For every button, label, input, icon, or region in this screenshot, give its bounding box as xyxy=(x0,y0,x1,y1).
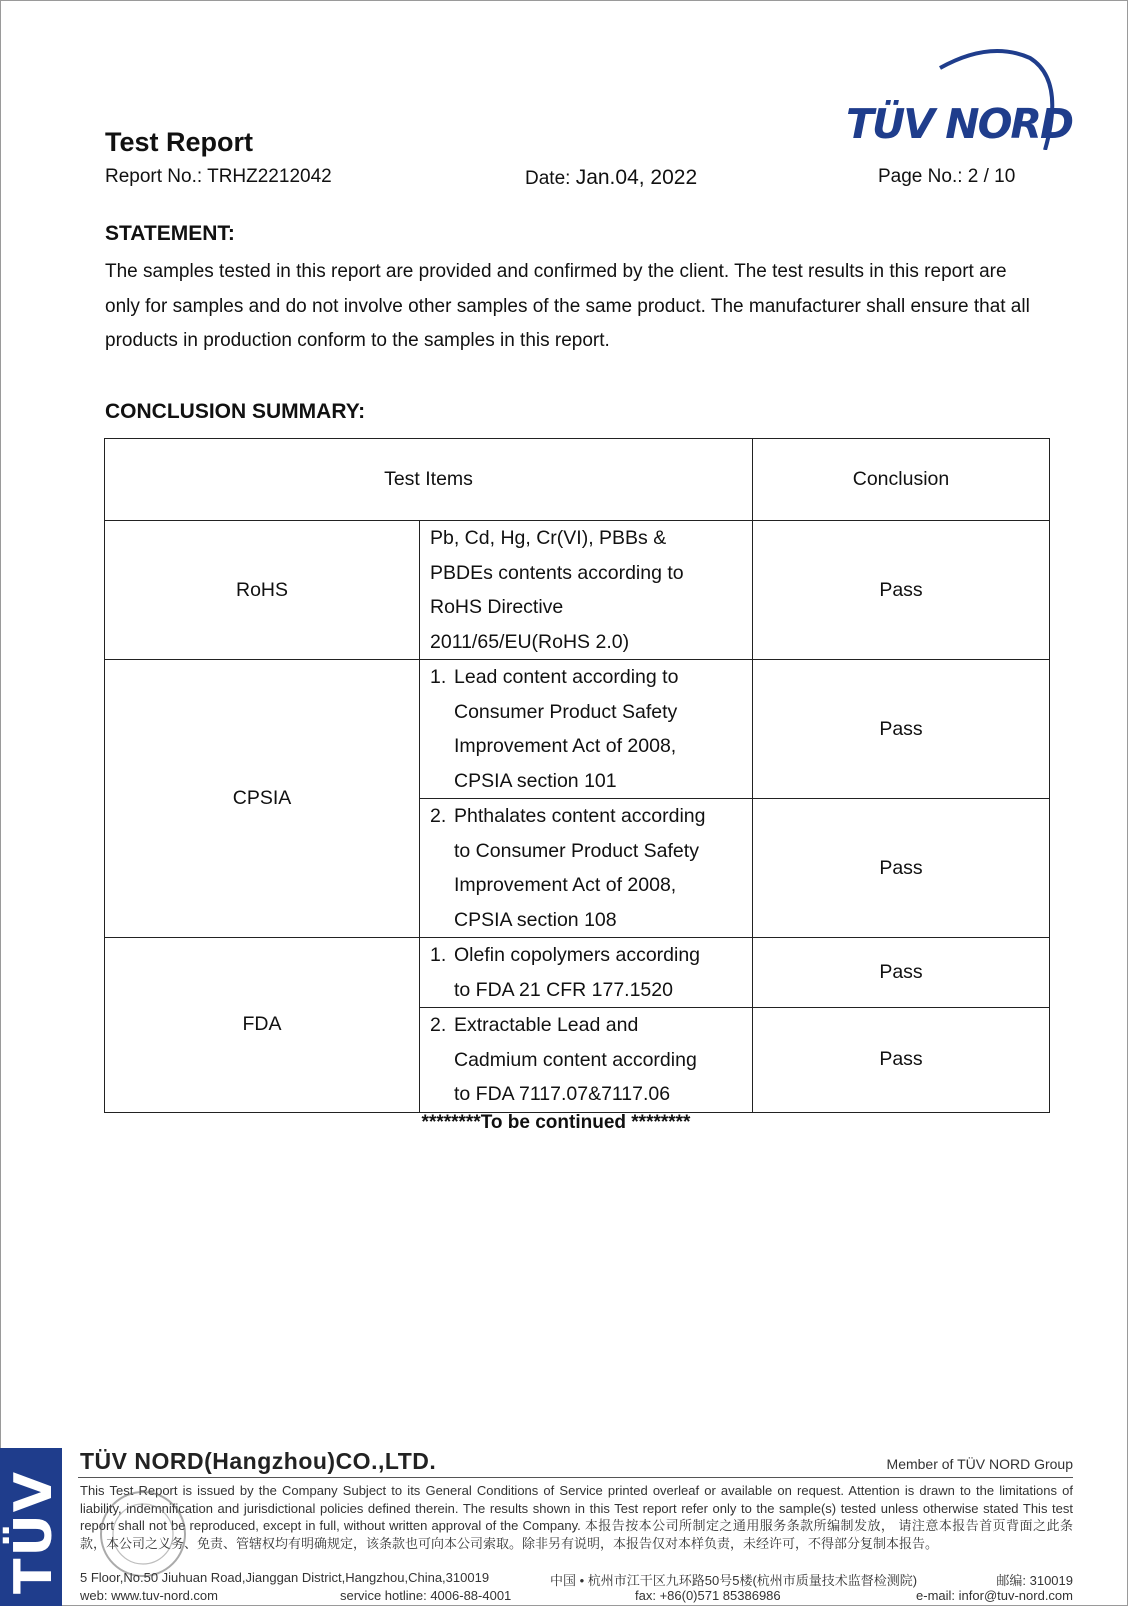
address-english: 5 Floor,No.50 Jiuhuan Road,Jianggan District,Hangzhou,China,310019 xyxy=(80,1570,490,1585)
test-item-fda-1 xyxy=(420,938,753,1008)
footer-web: web: www.tuv-nord.com xyxy=(80,1588,218,1603)
footer-side-mark: TÜV xyxy=(4,1470,64,1594)
item-line: 1. Lead content according to xyxy=(430,660,744,695)
footer-divider xyxy=(78,1477,1073,1478)
item-line: PBDEs contents according to xyxy=(430,561,684,584)
item-line: CPSIA section 101 xyxy=(454,769,617,792)
legal-english: This Test Report is issued by the Company Subject to its General Conditions of Service printed overleaf or available on request. Attention is drawn to the limitations of liability, indemnification and jurisdictional policies defined therein. The results shown in this Test report refer only to the sample(s) tested unless otherwise stated This test report shall not be reproduced, except in full, without written approval of the Company. xyxy=(80,1483,1073,1533)
category-rohs: RoHS xyxy=(105,521,420,660)
test-item-fda-2 xyxy=(420,1008,753,1113)
test-item-cpsia-1 xyxy=(420,660,753,799)
date-label: Date: xyxy=(525,168,576,189)
item-line: Improvement Act of 2008, xyxy=(454,874,677,896)
table-header-row xyxy=(105,439,1050,521)
item-line: to FDA 7117.07&7117.06 xyxy=(454,1083,671,1105)
item-line: RoHS Directive xyxy=(430,596,564,618)
footer-fax: fax: +86(0)571 85386986 xyxy=(635,1588,781,1603)
item-line: 2. Extractable Lead and xyxy=(430,1008,744,1043)
test-item-rohs xyxy=(420,521,753,660)
tuv-nord-logo xyxy=(840,30,1080,150)
category-fda: FDA xyxy=(105,938,420,1113)
item-line: Cadmium content according xyxy=(454,1048,697,1071)
item-number: 1. xyxy=(430,944,447,966)
stamp-icon xyxy=(96,1487,190,1581)
category-cpsia: CPSIA xyxy=(105,660,420,938)
item-line: 1. Olefin copolymers according xyxy=(430,938,744,973)
conclusion-fda-2: Pass xyxy=(753,1008,1050,1113)
table-row-cpsia-1 xyxy=(105,660,1050,799)
footer-email: e-mail: infor@tuv-nord.com xyxy=(916,1588,1073,1603)
date-value: Jan.04, 2022 xyxy=(575,166,698,189)
report-date xyxy=(525,166,697,190)
conclusion-rohs: Pass xyxy=(753,521,1050,660)
item-number: 1. xyxy=(430,666,447,688)
page-number: Page No.: 2 / 10 xyxy=(878,166,1016,187)
test-item-cpsia-2 xyxy=(420,799,753,938)
page-title: Test Report xyxy=(105,127,254,157)
item-line: CPSIA section 108 xyxy=(454,908,617,931)
footer-hotline: service hotline: 4006-88-4001 xyxy=(340,1588,512,1603)
item-line: 2011/65/EU(RoHS 2.0) xyxy=(430,630,630,653)
header-conclusion: Conclusion xyxy=(753,439,1050,521)
conclusion-summary-heading: CONCLUSION SUMMARY: xyxy=(105,400,366,423)
item-line: Improvement Act of 2008, xyxy=(454,735,677,757)
to-be-continued: ********To be continued ******** xyxy=(421,1112,691,1133)
item-line: 2. Phthalates content according xyxy=(430,799,744,834)
table-row-fda-1 xyxy=(105,938,1050,1008)
postcode: 邮编: 310019 xyxy=(996,1573,1073,1588)
legal-chinese: 本报告按本公司所制定之通用服务条款所编制发放， 请注意本报告首页背面之此条款，本公司之义务、免责、管辖权均有明确规定，该条款也可向本公司索取。除非另有说明，本报告仅对本样负责，未经许可，不得部分复制本报告。 xyxy=(80,1518,1073,1551)
address-chinese: 中国 • 杭州市江干区九环路50号5楼(杭州市质量技术监督检测院) xyxy=(550,1573,918,1588)
statement-heading: STATEMENT: xyxy=(105,222,235,245)
logo-text: TÜV NORD xyxy=(846,100,1073,148)
statement-text: The samples tested in this report are provided and confirmed by the client. The test results in this report are only for samples and do not involve other samples of the same product. The manufacturer shall ensure that all products in production conform to the samples in this report. xyxy=(105,261,1030,351)
conclusion-cpsia-2: Pass xyxy=(753,799,1050,938)
item-number: 2. xyxy=(430,805,447,827)
footer-company-name: TÜV NORD(Hangzhou)CO.,LTD. xyxy=(80,1448,437,1474)
table-row-rohs xyxy=(105,521,1050,660)
conclusion-summary-table xyxy=(104,438,1050,1113)
item-line: Consumer Product Safety xyxy=(454,700,678,723)
footer-member-text: Member of TÜV NORD Group xyxy=(886,1456,1073,1472)
item-line: Pb, Cd, Hg, Cr(VI), PBBs & xyxy=(430,527,667,549)
item-line: to FDA 21 CFR 177.1520 xyxy=(454,978,673,1001)
report-number: Report No.: TRHZ2212042 xyxy=(105,166,332,187)
item-number: 2. xyxy=(430,1014,447,1036)
item-line: to Consumer Product Safety xyxy=(454,839,699,862)
conclusion-fda-1: Pass xyxy=(753,938,1050,1008)
footer-legal-text xyxy=(80,1482,1073,1552)
header-test-items: Test Items xyxy=(105,439,753,521)
conclusion-cpsia-1: Pass xyxy=(753,660,1050,799)
